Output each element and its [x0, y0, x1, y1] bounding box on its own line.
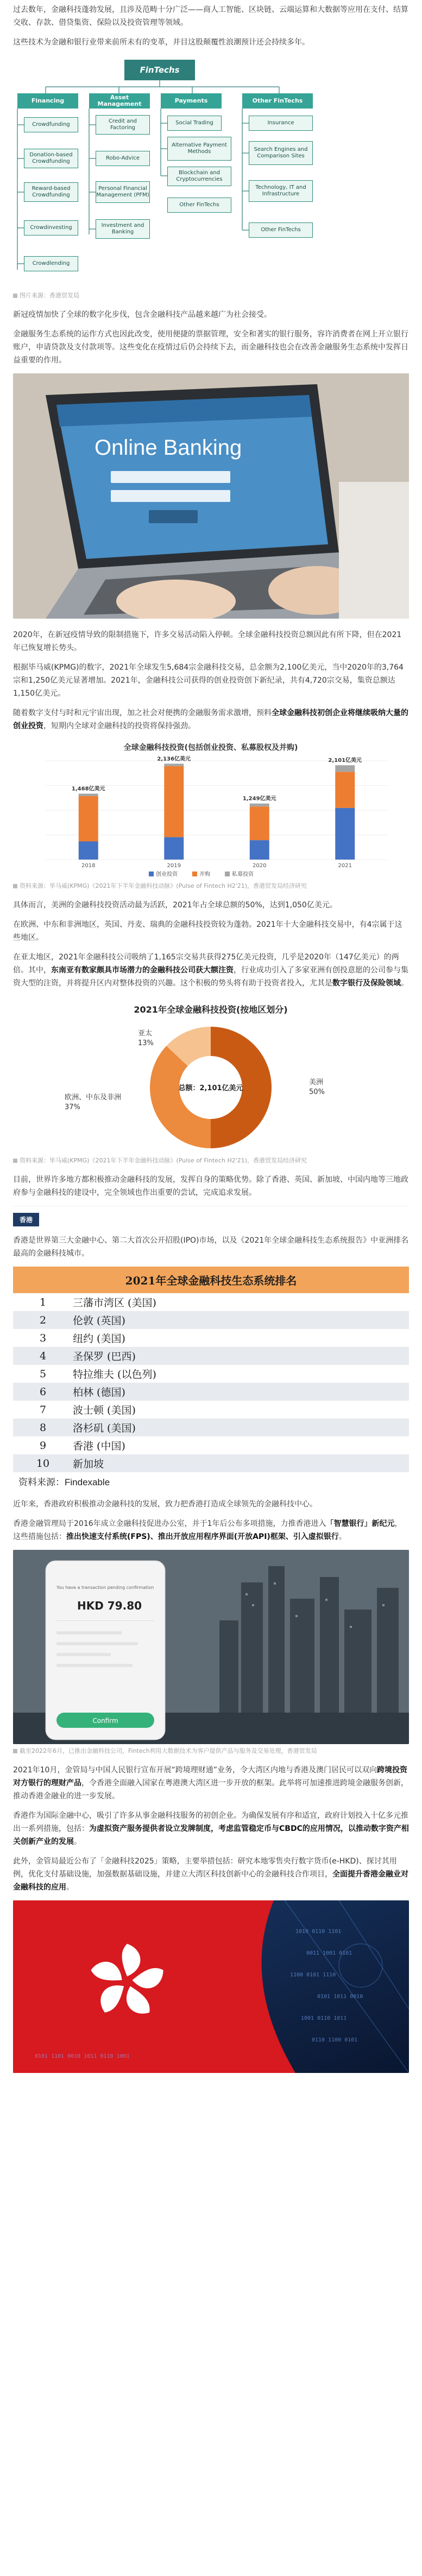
ranking-row: [13, 1365, 409, 1383]
paragraph-2020: 2020年，在新冠疫情导致的限制措施下，许多交易活动陷入停顿。全球金融科技投资总额因此有所下降，但在2021年已恢复增长势头。: [13, 631, 402, 652]
bar-2019-1: [164, 766, 184, 837]
bar-x-label: 2021: [338, 863, 352, 869]
bar-2018-0: [79, 841, 98, 860]
bar-total-label: 2,136亿美元: [157, 756, 191, 762]
pie-pct-americas: 50%: [309, 1088, 325, 1096]
pie-label-americas: 美洲: [309, 1078, 324, 1086]
svg-text:0101 1101 0010 1011 0110 1001: 0101 1101 0010 1011 0110 1001: [35, 2053, 130, 2059]
ranking-row: [13, 1311, 409, 1329]
online-banking-screen-text: Online Banking: [95, 436, 242, 460]
pie-pct-emea: 37%: [65, 1103, 80, 1111]
paragraph-hkma: 香港金融管理局于2016年成立金融科技促进办公室，并于1年后公布多项措施，力推香港进入「智慧银行」新纪元，这些措施包括：推出快速支付系统(FPS)、推出开放应用程序界面(开放API)框架、引入虚拟银行。: [13, 1519, 402, 1541]
ranking-row: [13, 1329, 409, 1347]
bar-x-label: 2019: [167, 863, 181, 869]
ranking-row: [13, 1347, 409, 1365]
bar-2018-1: [79, 796, 98, 841]
legend-pe: 私募投资: [232, 872, 254, 877]
hk-flag-illustration: [13, 1900, 409, 2073]
legend-vc: 创业投资: [156, 872, 178, 877]
paragraph-apac: 在亚太地区，2021年金融科技公司吸纳了1,165宗交易共获得275亿美元投资，几乎是2020年（147亿美元）的两倍。其中，东南亚有数家颇具市场潜力的金融科技公司获大额注资，行业成功引入了多家亚洲有创投意愿的公司参与集资大型的注资，并将提升区内对整体投资的兴趣。这个积极的势头将有助于投资者投入，尤其是数字银行及保险领域。: [13, 953, 408, 988]
ranking-city: 圣保罗 (巴西): [73, 1351, 136, 1363]
phone-payment-photo: [13, 1550, 409, 1744]
investment-pie-chart: [13, 996, 409, 1154]
fintech-diagram: [13, 55, 350, 289]
ranking-number: 5: [39, 1367, 47, 1380]
ranking-city: 洛杉矶 (美国): [73, 1422, 136, 1434]
bar-2021-1: [335, 772, 355, 808]
leaf-donation-crowdfunding: Donation-based Crowdfunding: [24, 149, 78, 168]
ranking-city: 三藩市湾区 (美国): [73, 1297, 156, 1309]
paragraph-kpmg: 根据毕马威(KPMG)的数字，2021年全球发生5,684宗金融科技交易，总金额为2,100亿美元，当中2020年的3,764宗和1,250亿美元显著增加。2021年，金融科技公司获得的创业投资创下新纪录，共有4,720宗交易，集资总额达1,150亿美元。: [13, 663, 404, 698]
category-asset-management: Asset Management: [89, 93, 150, 109]
paragraph-outlook: 随着数字支付与时和元宇宙出现，加之社会对便携的金融服务需求激增，预料全球金融科技初创企业将继续吸纳大量的创业投资，短期内全球对金融科技的投资将保持强劲。: [13, 709, 408, 730]
bar-total-label: 2,101亿美元: [328, 758, 362, 764]
paragraph-wealth-connect: 2021年10月，金管局与中国人民银行宣布开展“跨境理财通”业务，令大湾区内地与香港及澳门居民可以双向跨境投资对方银行的理财产品，令香港全面融入国家在粤港澳大湾区进一步开放的框架。此举将可加速推进跨境金融服务创新，推动香港金融业的进一步发展。: [13, 1766, 408, 1801]
paragraph-americas: 具体而言，美洲的金融科技投资活动最为活跃，2021年占全球总额的50%，达到1,050亿美元。: [13, 901, 337, 909]
hk-flag-tech-image: [13, 1900, 409, 2073]
ranking-number: 3: [39, 1332, 47, 1344]
pie-chart-title: 2021年全球金融科技投资(按地区划分): [134, 1004, 288, 1015]
investment-bar-chart: [13, 739, 409, 879]
bar-chart-title: 全球金融科技投资(包括创业投资、私募股权及并购): [123, 743, 298, 752]
pie-chart-svg: [13, 996, 409, 1154]
paragraph-covid: 新冠疫情加快了全球的数字化步伐，包含金融科技产品越来越广为社会接受。: [13, 310, 272, 319]
intro-paragraph-1: 过去数年，金融科技蓬勃发展，且涉及范畴十分广泛——商人工智能、区块链、云端运算和大数据等应用在支付、结算交收、存款、借贷集资、保险以及投资管理等领域。: [13, 5, 408, 27]
ranking-row: [13, 1419, 409, 1436]
leaf-crowdlending: Crowdlending: [24, 256, 78, 271]
ranking-table: [13, 1267, 409, 1488]
ranking-city: 新加坡: [73, 1458, 104, 1470]
ranking-number: 9: [39, 1439, 47, 1452]
leaf-other-fintechs: Other FinTechs: [249, 222, 313, 238]
category-payments: Payments: [161, 93, 222, 109]
svg-text:1010 0110 1101: 1010 0110 1101: [295, 1929, 342, 1935]
ranking-city: 柏林 (德国): [73, 1386, 125, 1398]
paragraph-virtual-assets: 香港作为国际金融中心，吸引了许多从事金融科技服务的初创企业。为确保发展有序和适宜，政府计划投入十亿多元推出一系列措施，包括：为虚拟资产服务提供者设立发牌制度，考虑监管稳定币与CBDC的应用情况，以推动数字资产相关创新产业的发展。: [13, 1811, 409, 1846]
ranking-row: [13, 1383, 409, 1401]
bar-total-label: 1,468亿美元: [71, 786, 105, 792]
leaf-social-trading: Social Trading: [167, 116, 222, 131]
intro-paragraph-2: 这些技术为金融和银行业带来前所未有的变革，并目这股颠覆性浪潮预计还会持续多年。: [13, 38, 310, 47]
ranking-number: 2: [39, 1314, 47, 1326]
caption-pie-chart: 资料来源：毕马威(KPMG)《2021年下半年金融科技动脉》(Pulse of Fintech H2'21)，香港贸发局经济研究: [13, 1156, 409, 1165]
leaf-robo-advice: Robo-Advice: [96, 151, 150, 166]
ranking-title: 2021年全球金融科技生态系统排名: [13, 1267, 409, 1293]
fintech-title: FinTechs: [124, 60, 195, 80]
category-other-fintechs: Other FinTechs: [242, 93, 313, 109]
leaf-investment-banking: Investment and Banking: [96, 219, 150, 239]
bar-x-label: 2018: [81, 863, 96, 869]
pie-label-emea: 欧洲、中东及非洲: [65, 1093, 122, 1102]
bar-x-label: 2020: [253, 863, 267, 869]
bar-2021-0: [335, 808, 355, 860]
leaf-pfm: Personal Financial Management (PFM): [96, 181, 150, 203]
pie-label-apac: 亚太: [138, 1029, 153, 1038]
ranking-number: 1: [39, 1296, 47, 1308]
leaf-blockchain: Blockchain and Cryptocurrencies: [167, 167, 231, 186]
laptop-banking-photo: [13, 373, 409, 619]
leaf-crowdfunding: Crowdfunding: [24, 117, 78, 132]
ranking-number: 10: [36, 1457, 50, 1470]
pie-pct-apac: 13%: [138, 1039, 154, 1047]
laptop-illustration: [13, 373, 409, 619]
ranking-city: 香港 (中国): [73, 1440, 125, 1452]
ranking-number: 6: [39, 1385, 47, 1398]
leaf-credit-factoring: Credit and Factoring: [96, 115, 150, 135]
ranking-number: 4: [39, 1350, 47, 1362]
category-financing: Financing: [17, 93, 78, 109]
svg-text:0101 1011 0010: 0101 1011 0010: [317, 1994, 363, 2000]
ranking-row: [13, 1401, 409, 1419]
phone-amount: HKD 79.80: [77, 1599, 142, 1612]
bar-2020-1: [250, 806, 269, 840]
leaf-technology-it: Technology, IT and Infrastructure: [249, 180, 313, 202]
section-tag-hongkong: 香港: [13, 1213, 39, 1226]
paragraph-world: 目前，世界许多地方都积极推动金融科技的发展，发挥自身的策略优势。除了香港、英国、新加坡、中国内地等三地政府参与金融科技的建设中，完全领域也作出重要的尝试，完成追求发展。: [13, 1175, 408, 1197]
svg-text:1100 0101 1110: 1100 0101 1110: [290, 1972, 336, 1978]
caption-bar-chart: 资料来源：毕马威(KPMG)《2021年下半年金融科技动脉》(Pulse of Fintech H2'21)，香港贸发局经济研究: [13, 881, 409, 890]
bar-2020-0: [250, 840, 269, 860]
city-illustration: [13, 1550, 409, 1744]
bar-2019-0: [164, 837, 184, 860]
legend-ma: 并购: [199, 872, 210, 877]
caption-diagram: 图片来源：香港贸发局: [13, 291, 409, 300]
bar-chart-svg: [13, 739, 409, 879]
legend-swatch-vc: [149, 872, 154, 876]
bar-total-label: 1,249亿美元: [242, 796, 276, 802]
paragraph-emea: 在欧洲、中东和非洲地区，英国、丹麦、瑞典的金融科技投资较为蓬勃。2021年十大金融科技交易中，有4宗属于这些地区。: [13, 920, 402, 942]
ranking-row: [13, 1293, 409, 1311]
leaf-other-fintechs-payments: Other FinTechs: [167, 198, 231, 213]
caption-phone: 截至2022年6月，已推出金融科技公司，Fintech利用大数据技术为客户提供产品与服务及交易处理，香港贸发局: [13, 1746, 409, 1755]
ranking-source: 资料来源：Findexable: [18, 1477, 110, 1487]
ranking-city: 伦敦 (英国): [73, 1315, 125, 1327]
leaf-crowdinvesting: Crowdinvesting: [24, 220, 78, 236]
leaf-insurance: Insurance: [249, 116, 313, 131]
image-icon: [13, 884, 17, 888]
pie-center-label: 总额：2,101亿美元: [178, 1084, 243, 1092]
svg-text:1001 0110 1011: 1001 0110 1011: [301, 2015, 347, 2021]
paragraph-hk-gov: 近年来，香港政府积极推动金融科技的发展，致力把香港打造成全球领先的金融科技中心。: [13, 1500, 317, 1509]
legend-swatch-pe: [225, 872, 230, 876]
image-icon: [13, 294, 17, 298]
paragraph-ecosystem: 金融服务生态系统的运作方式也因此改变，使用便捷的票据管理，安全和著实的银行服务，容许消费者在网上开立银行账户，申请贷款及支付款项等。这些变化在疫情过后仍会持续下去，而金融科技也会在改善金融服务生态系统中发挥日益重要的作用。: [13, 330, 408, 365]
bar-2019-2: [164, 764, 184, 766]
paragraph-hk-center: 香港是世界第三大金融中心、第二大首次公开招股(IPO)市场，以及《2021年全球金融科技生态系统报告》中亚洲排名最高的金融科技城市。: [13, 1236, 409, 1258]
svg-text:0110 1100 0101: 0110 1100 0101: [312, 2037, 358, 2043]
bar-2020-2: [250, 804, 269, 807]
legend-swatch-ma: [192, 872, 197, 876]
ranking-row: [13, 1454, 409, 1472]
ranking-city: 波士顿 (美国): [73, 1404, 136, 1416]
paragraph-fintech-2025: 此外，金管局最近公布了「金融科技2025」策略，主要举措包括：研究本地零售央行数字货币(e-HKD)、探讨其用例，优化支付基础设施，加强数据基础设施，并建立大湾区科技创新中心的金融科技合作项目，全面提升香港金融业对金融科技的应用。: [13, 1857, 408, 1892]
leaf-reward-crowdfunding: Reward-based Crowdfunding: [24, 182, 78, 202]
ranking-number: 8: [39, 1421, 47, 1434]
leaf-search-engines: Search Engines and Comparison Sites: [249, 141, 313, 165]
svg-text:0011 1001 0101: 0011 1001 0101: [306, 1950, 352, 1956]
bar-2021-2: [335, 765, 355, 772]
bar-2018-2: [79, 794, 98, 797]
phone-pending-text: You have a transaction pending confirmation: [56, 1585, 154, 1590]
ranking-row: [13, 1436, 409, 1454]
image-icon: [13, 1159, 17, 1163]
ranking-number: 7: [39, 1403, 47, 1416]
image-icon: [13, 1749, 17, 1753]
leaf-alt-payment: Alternative Payment Methods: [167, 137, 231, 161]
ranking-city: 特拉维夫 (以色列): [73, 1369, 156, 1381]
confirm-button-label: Confirm: [92, 1717, 118, 1725]
ranking-city: 纽约 (美国): [73, 1333, 125, 1345]
